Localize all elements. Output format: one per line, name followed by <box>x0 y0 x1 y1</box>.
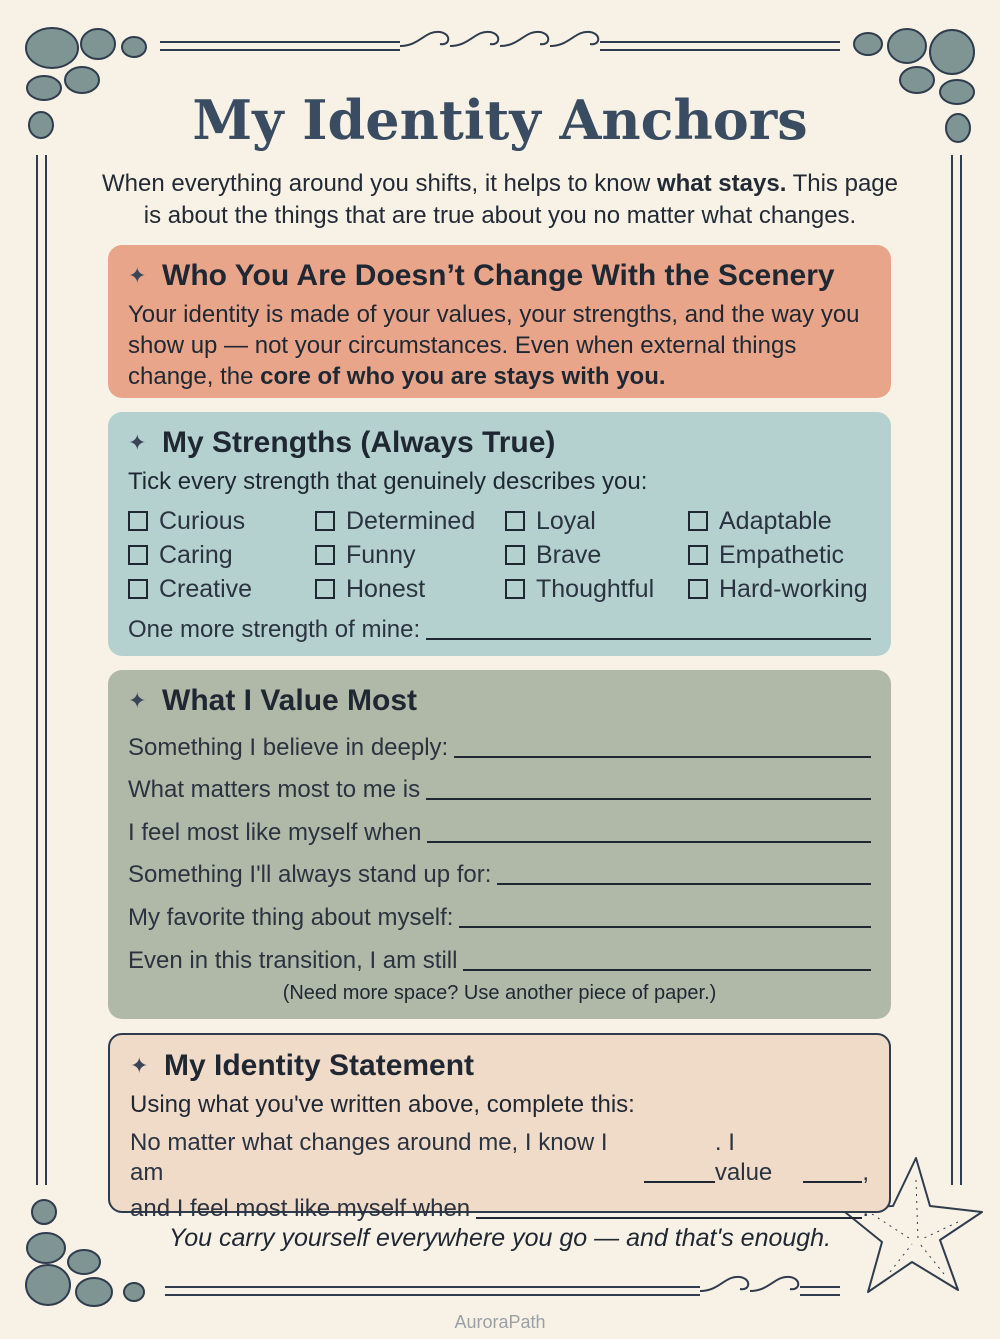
statement-line-1: No matter what changes around me, I know I am . I value , <box>130 1129 869 1186</box>
strength-checkbox[interactable]: Loyal <box>505 507 688 535</box>
section-heading: ✦ My Identity Statement <box>130 1049 475 1082</box>
value-prompt-row: My favorite thing about myself: <box>128 890 871 933</box>
strength-checkbox[interactable]: Hard-working <box>688 575 878 603</box>
write-in-line[interactable] <box>644 1180 715 1183</box>
checkbox-icon[interactable] <box>505 579 525 599</box>
strength-checkbox[interactable]: Funny <box>315 541 505 569</box>
write-in-line[interactable] <box>803 1180 862 1183</box>
strength-checkbox[interactable]: Brave <box>505 541 688 569</box>
sparkle-icon: ✦ <box>128 688 147 713</box>
write-in-line[interactable] <box>476 1216 862 1219</box>
checkbox-icon[interactable] <box>688 545 708 565</box>
checkbox-icon[interactable] <box>688 579 708 599</box>
write-in-line[interactable] <box>459 925 871 928</box>
strength-checkbox[interactable]: Caring <box>128 541 315 569</box>
statement-line-2: and I feel most like myself when . <box>130 1195 869 1222</box>
intro-text: When everything around you shifts, it helps to know what stays. This page is about the things that are true about you no matter what changes. <box>102 170 898 229</box>
checkbox-icon[interactable] <box>315 545 335 565</box>
space-note: (Need more space? Use another piece of paper.) <box>282 981 717 1004</box>
sparkle-icon: ✦ <box>128 430 147 455</box>
checkbox-icon[interactable] <box>688 511 708 531</box>
strength-checkbox[interactable]: Adaptable <box>688 507 878 535</box>
value-prompt-row: What matters most to me is <box>128 763 871 806</box>
value-prompt-row: I feel most like myself when <box>128 805 871 848</box>
section-heading: ✦ What I Value Most <box>128 684 418 717</box>
write-in-line[interactable] <box>426 637 871 640</box>
write-in-line[interactable] <box>497 882 871 885</box>
section-heading: ✦ Who You Are Doesn’t Change With the Scenery <box>128 259 835 292</box>
identity-card <box>108 245 891 398</box>
brand-watermark: AuroraPath <box>454 1312 546 1332</box>
strength-checkbox[interactable]: Determined <box>315 507 505 535</box>
strength-checkbox[interactable]: Curious <box>128 507 315 535</box>
footer-quote: You carry yourself everywhere you go — and that's enough. <box>168 1224 832 1252</box>
values-card <box>108 670 891 1019</box>
write-in-line[interactable] <box>454 755 871 758</box>
strength-checkbox[interactable]: Creative <box>128 575 315 603</box>
checkbox-icon[interactable] <box>128 511 148 531</box>
write-in-line[interactable] <box>463 968 871 971</box>
extra-strength-row: One more strength of mine: <box>128 615 871 645</box>
checkbox-icon[interactable] <box>315 579 335 599</box>
strength-checkbox[interactable]: Empathetic <box>688 541 878 569</box>
strengths-grid <box>128 507 871 603</box>
write-in-line[interactable] <box>427 840 871 843</box>
statement-card <box>108 1033 891 1222</box>
sparkle-icon: ✦ <box>128 263 147 288</box>
strengths-card <box>108 412 891 656</box>
strengths-instruction: Tick every strength that genuinely describes you: <box>128 468 648 495</box>
strength-checkbox[interactable]: Honest <box>315 575 505 603</box>
sparkle-icon: ✦ <box>130 1053 149 1078</box>
value-prompt-row: Something I believe in deeply: <box>128 720 871 763</box>
value-prompt-row: Even in this transition, I am still <box>128 933 871 976</box>
statement-instruction: Using what you've written above, complete this: <box>130 1091 635 1118</box>
checkbox-icon[interactable] <box>128 579 148 599</box>
section-text: Your identity is made of your values, your strengths, and the way you show up — not your circumstances. Even when external things change, the core of who you are stays with you. <box>128 301 860 390</box>
page-title: My Identity Anchors <box>192 88 808 152</box>
value-prompt-row: Something I'll always stand up for: <box>128 848 871 891</box>
checkbox-icon[interactable] <box>315 511 335 531</box>
section-heading: ✦ My Strengths (Always True) <box>128 426 556 459</box>
checkbox-icon[interactable] <box>505 511 525 531</box>
strength-checkbox[interactable]: Thoughtful <box>505 575 688 603</box>
write-in-line[interactable] <box>426 797 871 800</box>
checkbox-icon[interactable] <box>128 545 148 565</box>
checkbox-icon[interactable] <box>505 545 525 565</box>
